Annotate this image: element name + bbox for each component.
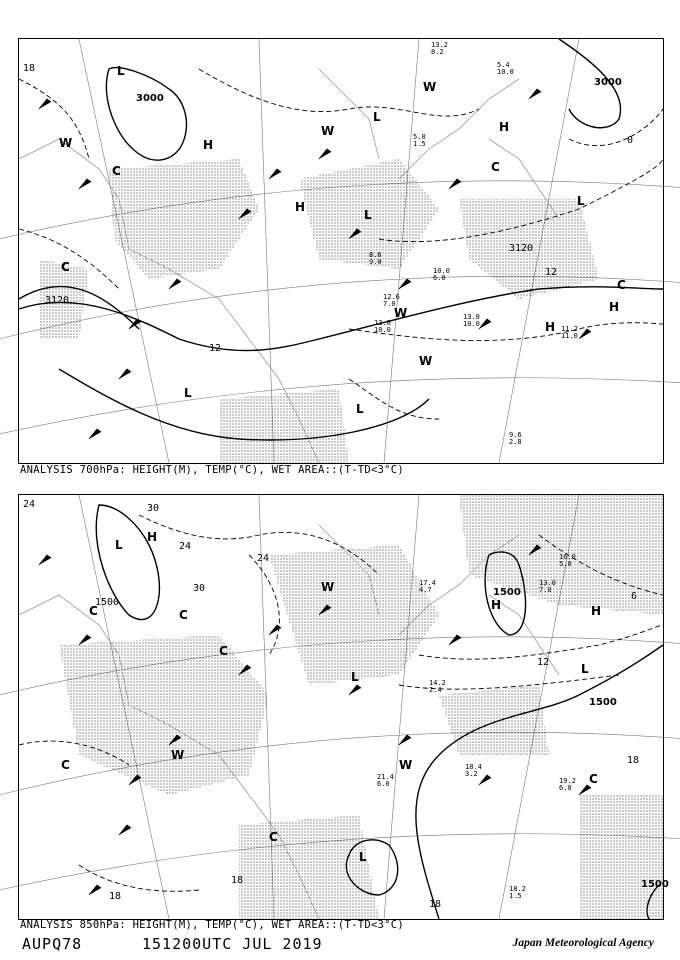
product-code: AUPQ78 [22,935,83,953]
cold-center-label: C [112,164,121,178]
station-dewpoint-depression: 8.2 [431,48,444,56]
warm-center-label: W [59,136,73,150]
high-center-label: H [545,320,556,334]
warm-center-label: W [321,124,335,138]
agency-name: Japan Meteorological Agency [512,937,654,949]
low-center-label: L [577,194,585,208]
station-dewpoint-depression: 10.0 [497,68,514,76]
station-temp: 17.4 [419,579,436,587]
station-temp: 13.0 [539,579,556,587]
cold-center-label: C [269,830,278,844]
station-temp: 10.0 [433,267,450,275]
contour-label: 0 [627,135,634,146]
high-center-label: H [147,530,158,544]
cold-center-label: C [89,604,98,618]
station-temp: 18.4 [465,763,482,771]
station-temp: 21.4 [377,773,394,781]
low-center-label: L [364,208,372,222]
contour-label: 1500 [589,697,617,708]
cold-center-label: C [179,608,188,622]
station-dewpoint-depression: 6.0 [377,780,390,788]
contour-label: 18 [429,899,442,910]
contour-label: 24 [23,499,36,510]
high-center-label: H [591,604,602,618]
station-temp: 13.0 [463,313,480,321]
contour-label: 3120 [45,295,70,306]
station-temp: 16.0 [559,553,576,561]
station-dewpoint-depression: 5.0 [559,560,572,568]
low-center-label: L [117,64,125,78]
station-dewpoint-depression: 7.0 [383,300,396,308]
warm-center-label: W [321,580,335,594]
warm-center-label: W [419,354,433,368]
low-center-label: L [373,110,381,124]
high-center-label: H [491,598,502,612]
station-temp: 5.4 [497,61,510,69]
low-center-label: L [351,670,359,684]
station-dewpoint-depression: 9.0 [369,258,382,266]
contour-label: 30 [193,583,206,594]
station-temp: 11.2 [561,325,578,333]
station-dewpoint-depression: 2.4 [429,686,442,694]
contour-label: 12 [537,657,550,668]
station-temp: 18.2 [509,885,526,893]
high-center-label: H [609,300,620,314]
contour-label: 24 [179,541,192,552]
low-center-label: L [359,850,367,864]
station-temp: 5.0 [413,133,426,141]
station-dewpoint-depression: 4.7 [419,586,432,594]
station-temp: 13.2 [431,41,448,49]
analysis-850hpa-map [18,494,669,920]
station-dewpoint-depression: 6.0 [433,274,446,282]
contour-label: 18 [109,891,122,902]
station-temp: 8.6 [369,251,382,259]
station-temp: 19.2 [559,777,576,785]
station-dewpoint-depression: 2.8 [509,438,522,446]
contour-label: 3000 [136,93,164,104]
contour-label: 12 [545,267,558,278]
cold-center-label: C [61,758,70,772]
caption-700hpa: ANALYSIS 700hPa: HEIGHT(M), TEMP(°C), WET AREA::(T-TD<3°C) [20,464,405,476]
station-dewpoint-depression: 7.0 [539,586,552,594]
analysis-700hpa-map [18,38,664,464]
station-dewpoint-depression: 3.2 [465,770,478,778]
high-center-label: H [295,200,306,214]
cold-center-label: C [589,772,598,786]
valid-time: 151200UTC JUL 2019 [142,935,323,953]
wet-area-700 [39,159,599,463]
contour-label: 18 [627,755,640,766]
station-dewpoint-depression: 1.5 [509,892,522,900]
low-center-label: L [581,662,589,676]
cold-center-label: C [617,278,626,292]
cold-center-label: C [61,260,70,274]
contour-label: 1500 [641,879,669,890]
contour-label: 30 [147,503,160,514]
contour-label: 12 [209,343,222,354]
warm-center-label: W [399,758,413,772]
contour-label: 24 [257,553,270,564]
cold-center-label: C [219,644,228,658]
station-dewpoint-depression: 6.0 [559,784,572,792]
contour-label: 18 [231,875,244,886]
station-temp: 14.2 [429,679,446,687]
station-temp: 13.0 [374,319,391,327]
caption-850hpa: ANALYSIS 850hPa: HEIGHT(M), TEMP(°C), WET AREA::(T-TD<3°C) [20,919,405,931]
contour-label: 1500 [493,587,521,598]
station-dewpoint-depression: 10.0 [463,320,480,328]
contour-label: 3000 [594,77,622,88]
station-dewpoint-depression: 10.0 [374,326,391,334]
low-center-label: L [115,538,123,552]
map-700-svg [19,39,663,463]
station-dewpoint-depression: 1.5 [413,140,426,148]
contour-label: 3120 [509,243,534,254]
warm-center-label: W [423,80,437,94]
map-850-svg [19,495,669,919]
warm-center-label: W [394,306,408,320]
high-center-label: H [203,138,214,152]
cold-center-label: C [491,160,500,174]
contour-label: 6 [631,591,638,602]
contour-label: 1500 [95,597,120,608]
high-center-label: H [499,120,510,134]
station-temp: 9.6 [509,431,522,439]
low-center-label: L [184,386,192,400]
station-dewpoint-depression: 11.0 [561,332,578,340]
contour-label: 18 [23,63,36,74]
warm-center-label: W [171,748,185,762]
station-temp: 12.6 [383,293,400,301]
low-center-label: L [356,402,364,416]
